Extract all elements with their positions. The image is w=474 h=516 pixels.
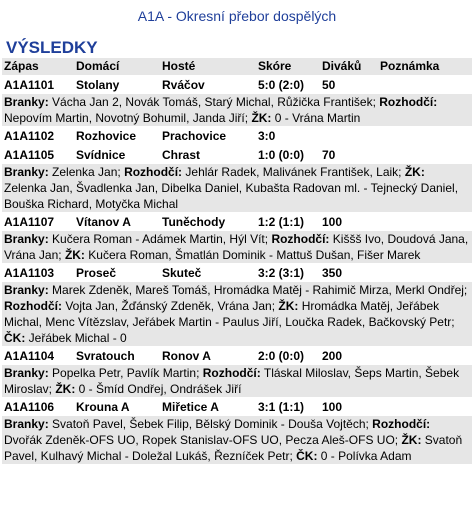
referees-text: Tláskal Miloslav, Šeps Martin, Šebek Miroslav; [4,366,460,396]
branky-label: Branky: [4,366,49,380]
score: 2:0 (0:0) [258,349,305,363]
note [378,214,472,231]
branky-label: Branky: [4,417,49,431]
home-team: Vítanov A [76,215,131,229]
match-row [2,214,472,231]
goals-text: Popelka Petr, Pavlík Martin; [48,366,203,380]
yellow-cards-text: Zelenka Jan, Švadlenka Jan, Dibelka Daniel, Kubašta Radovan ml. - Tejnecký Daniel, Bouška Richard, Motyčka Michal [4,181,459,211]
branky-label: Branky: [4,232,49,246]
zk-label: ŽK: [55,382,76,396]
zk-label: ŽK: [251,111,272,125]
match-id: A1A1103 [4,266,55,280]
away-team: Ronov A [162,349,211,363]
match-id: A1A1105 [4,148,55,162]
header-domaci: Domácí [74,58,160,75]
match-details [2,416,472,464]
match-details-row [2,365,472,397]
spectators [320,128,378,145]
score: 1:0 (0:0) [258,148,305,162]
away-team: Rváčov [162,78,205,92]
match-details-row [2,282,472,346]
yellow-cards-text: 0 - Vrána Martin [271,111,361,125]
note [378,128,472,145]
score: 3:0 [258,129,276,143]
goals-text: Vácha Jan 2, Novák Tomáš, Starý Michal, Růžička František; [48,95,380,109]
match-id: A1A1106 [4,400,55,414]
away-team: Skuteč [162,266,202,280]
spectators: 70 [322,148,336,162]
referees-text: Dvořák Zdeněk-OFS UO, Ropek Stanislav-OFS UO, Pecza Aleš-OFS UO; [4,433,402,447]
header-skore: Skóre [256,58,320,75]
away-team: Tuněchody [162,215,226,229]
zk-label: ŽK: [401,433,422,447]
note [378,77,472,94]
score: 5:0 (2:0) [258,78,305,92]
score: 1:2 (1:1) [258,215,305,229]
home-team: Krouna A [76,400,130,414]
rozhodci-label: Rozhodčí: [271,232,330,246]
branky-label: Branky: [4,283,49,297]
match-details [2,365,472,397]
table-header [2,58,472,75]
rozhodci-label: Rozhodčí: [202,366,261,380]
header-poznamka: Poznámka [378,58,472,75]
home-team: Svratouch [76,349,135,363]
match-row [2,348,472,365]
page-title: A1A - Okresní přebor dospělých [137,8,337,24]
match-id: A1A1104 [4,349,55,363]
match-details-row [2,416,472,464]
zk-label: ŽK: [404,165,425,179]
spectators: 200 [322,349,343,363]
match-details [2,231,472,263]
referees-text: Jehlár Radek, Malivánek František, Laik; [182,165,405,179]
note [378,399,472,416]
rozhodci-label: Rozhodčí: [4,299,62,313]
yellow-cards-text: Kučera Roman, Šmatlán Dominik - Mattuš Dušan, Fišer Marek [84,248,421,262]
referees-text: Vojta Jan, Žďánský Zdeněk, Vrána Jan; [62,299,279,313]
match-row [2,128,472,145]
spectators: 350 [322,266,343,280]
home-team: Stolany [76,78,120,92]
header-hoste: Hosté [160,58,256,75]
zk-label: ŽK: [64,248,85,262]
match-row [2,147,472,164]
yellow-cards-text: Svatoň Pavel, Kulhavý Michal - Doležal Lukáš, Řezníček Petr; [4,433,463,463]
match-details-row [2,164,472,212]
results-table [2,58,472,464]
match-row [2,399,472,416]
home-team: Svídnice [76,148,126,162]
goals-text: Marek Zdeněk, Mareš Tomáš, Hromádka Matěj - Rahimič Mirza, Merkl Ondřej; [48,283,468,297]
match-id: A1A1102 [4,129,55,143]
score: 3:2 (3:1) [258,266,305,280]
goals-text: Kučera Roman - Adámek Martin, Hýl Vít; [48,232,272,246]
note [378,147,472,164]
home-team: Proseč [76,266,117,280]
rozhodci-label: Rozhodčí: [124,165,183,179]
section-title: VÝSLEDKY [6,38,98,57]
ck-label: ČK: [296,449,318,463]
goals-text: Svatoň Pavel, Šebek Filip, Bělský Dominik - Douša Vojtěch; [48,417,373,431]
branky-label: Branky: [4,165,49,179]
away-team: Miřetice A [162,400,219,414]
match-details-row [2,231,472,263]
home-team: Rozhovice [76,129,137,143]
spectators: 100 [322,215,343,229]
score: 3:1 (1:1) [258,400,305,414]
referees-text: Nepovím Martin, Novotný Bohumil, Janda Jiří; [4,111,252,125]
match-details [2,94,472,126]
ck-label: ČK: [4,331,26,345]
match-id: A1A1101 [4,78,55,92]
match-details [2,164,472,212]
note [378,265,472,282]
yellow-cards-text: 0 - Šmíd Ondřej, Ondrášek Jiří [75,382,242,396]
branky-label: Branky: [4,95,49,109]
note [378,348,472,365]
away-team: Prachovice [162,129,227,143]
match-details [2,282,472,346]
match-row [2,265,472,282]
goals-text: Zelenka Jan; [48,165,125,179]
red-cards-text: Jeřábek Michal - 0 [25,331,127,345]
yellow-cards-text: Hromádka Matěj, Jeřábek Michal, Menc Vítězslav, Jeřábek Martin - Paulus Jiří, Loučka Radek, Bačkovský Petr; [4,299,455,329]
match-id: A1A1107 [4,215,55,229]
red-cards-text: 0 - Polívka Adam [317,449,412,463]
match-row [2,77,472,94]
zk-label: ŽK: [278,299,299,313]
away-team: Chrast [162,148,201,162]
header-divaku: Diváků [320,58,378,75]
spectators: 100 [322,400,343,414]
match-details-row [2,94,472,126]
spectators: 50 [322,78,336,92]
rozhodci-label: Rozhodčí: [372,417,431,431]
rozhodci-label: Rozhodčí: [379,95,438,109]
referees-text: Kiššš Ivo, Doudová Jana, Vrána Jan; [4,232,469,262]
header-zapas: Zápas [2,58,74,75]
